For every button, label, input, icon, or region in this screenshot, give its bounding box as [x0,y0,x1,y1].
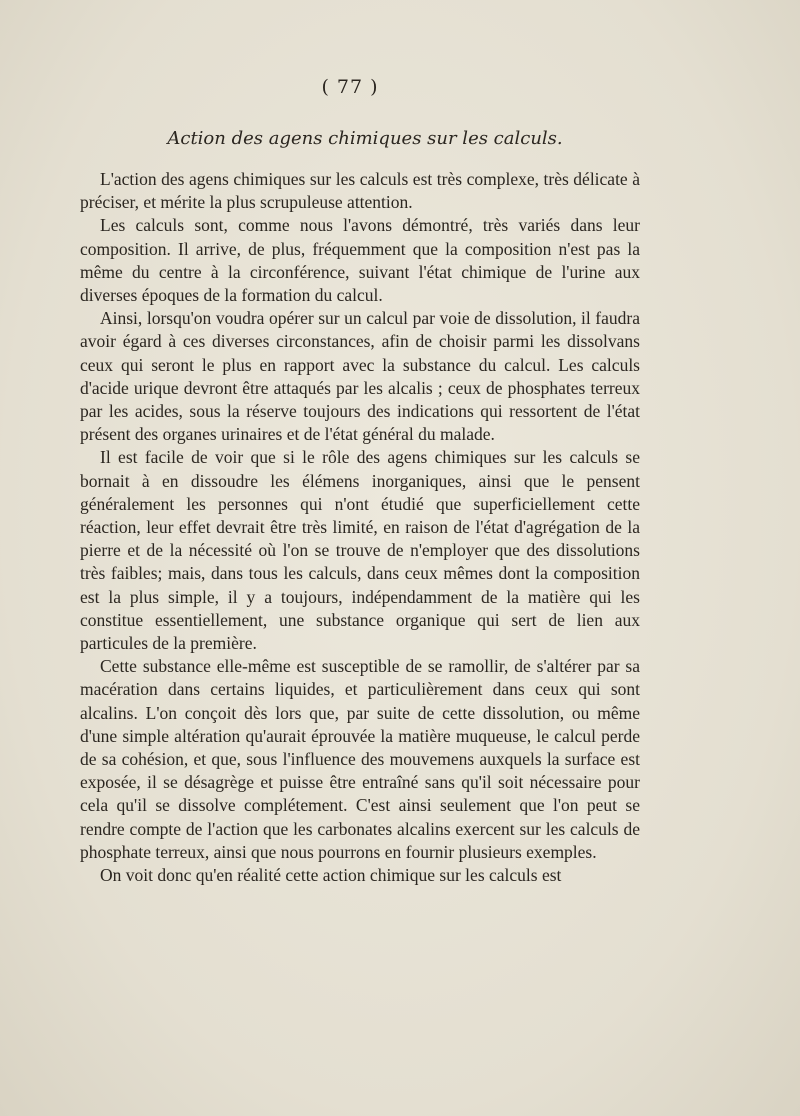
page-number: ( 77 ) [321,76,379,98]
paragraph-2: Les calculs sont, comme nous l'avons démontré, très variés dans leur composition. Il arrive, de plus, fréquemment que la composition n'est pas la même du centre à la circonférence, suivant l'état chimique de l'urine aux diverses époques de la formation du calcul. [80,215,640,306]
paragraph-4: Il est facile de voir que si le rôle des agens chimiques sur les calculs se bornait à en dissoudre les élémens inorganiques, ainsi que le pensent généralement les personnes qui n'ont étudié que superficiellement cette réaction, leur effet devrait être très limité, en raison de l'état d'agrégation de la pierre et de la nécessité où l'on se trouve de n'employer que des dissolutions très faibles; mais, dans tous les calculs, dans ceux mêmes dont la composition est la plus simple, il y a toujours, indépendamment de la matière qui les constitue essentiellement, une substance organique qui sert de lien aux particules de la première. [80,447,640,654]
section-heading: Action des agens chimiques sur les calculs. [167,128,563,149]
paragraph-6: On voit donc qu'en réalité cette action chimique sur les calculs est [100,865,562,886]
paragraph-3: Ainsi, lorsqu'on voudra opérer sur un calcul par voie de dissolution, il faudra avoir égard à ces diverses circonstances, afin de choisir parmi les dissolvans ceux qui seront le plus en rapport avec la substance du calcul. Les calculs d'acide urique devront être attaqués par les alcalis ; ceux de phosphates terreux par les acides, sous la réserve toujours des indications qui ressortent de l'état présent des organes urinaires et de l'état général du malade. [80,308,640,445]
body-text [80,168,640,887]
paragraph-5: Cette substance elle-même est susceptible de se ramollir, de s'altérer par sa macération dans certains liquides, et particulièrement dans ceux qui sont alcalins. L'on conçoit dès lors que, par suite de cette dissolution, ou même d'une simple altération qu'aurait éprouvée la matière muqueuse, le calcul perde de sa cohésion, et que, sous l'influence des mouvemens auxquels la surface est exposée, il se désagrège et puisse être entraîné sans qu'il soit nécessaire pour cela qu'il se dissolve complétement. C'est ainsi seulement que l'on peut se rendre compte de l'action que les carbonates alcalins exercent sur les calculs de phosphate terreux, ainsi que nous pourrons en fournir plusieurs exemples. [80,656,640,862]
paragraph-1: L'action des agens chimiques sur les calculs est très complexe, très délicate à préciser, et mérite la plus scrupuleuse attention. [80,169,640,213]
